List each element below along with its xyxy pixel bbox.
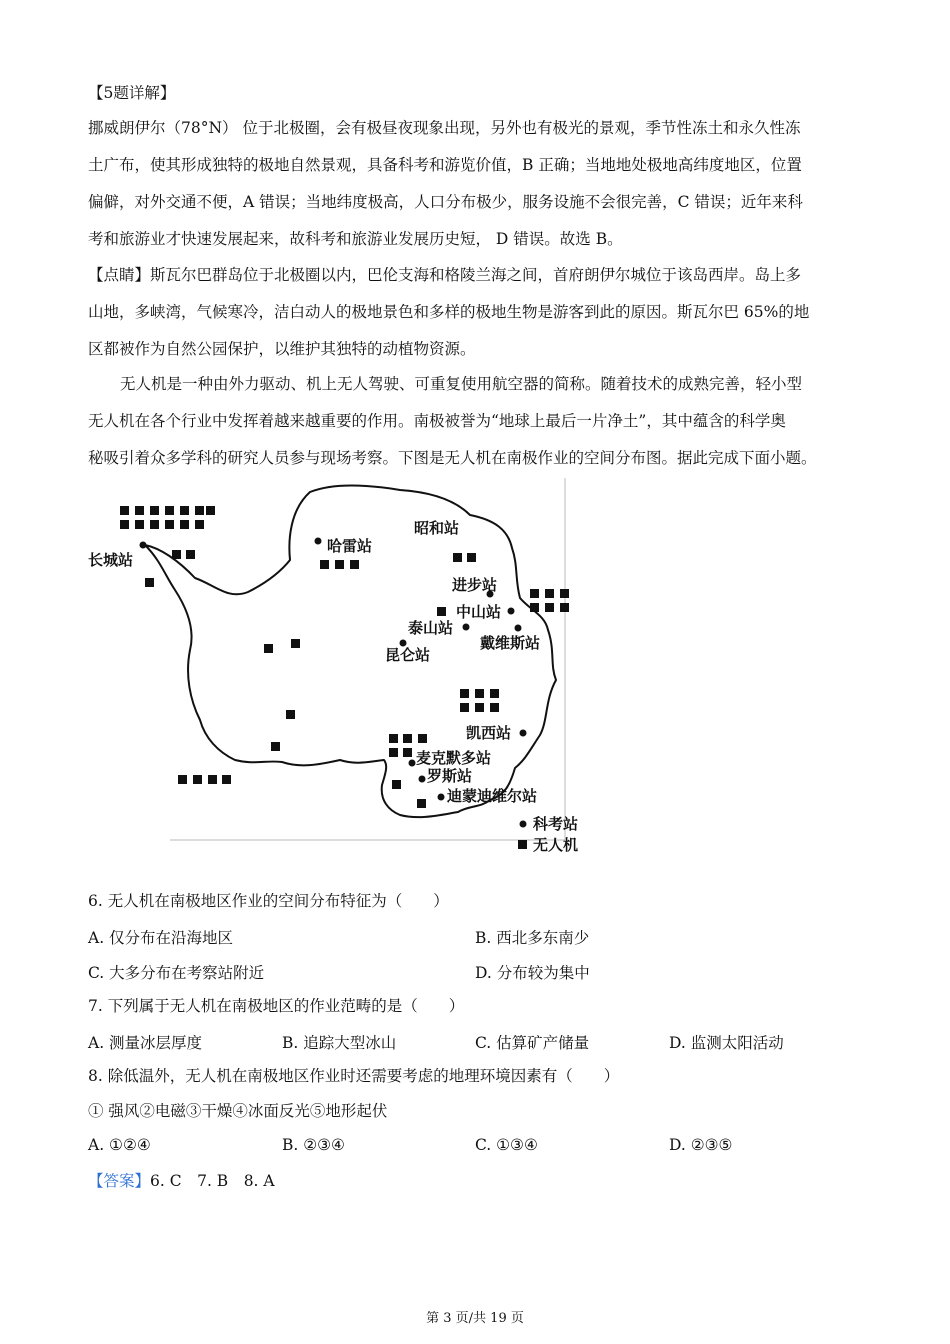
drone-marker	[320, 560, 329, 569]
drone-marker	[206, 506, 215, 515]
drone-marker	[178, 775, 187, 784]
drone-marker	[490, 703, 499, 712]
drone-marker	[195, 520, 204, 529]
drone-marker	[545, 603, 554, 612]
label-kaixi: 凯西站	[466, 724, 512, 742]
q7-option-c: C. 估算矿产储量	[475, 1034, 590, 1052]
drone-marker	[389, 748, 398, 757]
q6-option-d: D. 分布较为集中	[475, 964, 590, 982]
drone-marker	[208, 775, 217, 784]
drone-marker	[271, 742, 280, 751]
drone-marker	[193, 775, 202, 784]
q7-option-d: D. 监测太阳活动	[669, 1034, 784, 1052]
station-dot-luosi	[419, 776, 426, 783]
label-luosi: 罗斯站	[427, 767, 473, 785]
q8-option-a: A. ①②④	[88, 1136, 151, 1154]
station-dot-maikemoduo	[409, 760, 416, 767]
drone-marker	[403, 734, 412, 743]
drone-marker	[475, 703, 484, 712]
drone-marker	[135, 520, 144, 529]
drone-marker	[467, 553, 476, 562]
station-dot-zhongshan	[508, 608, 515, 615]
q7-option-a: A. 测量冰层厚度	[88, 1034, 203, 1052]
q8-option-b: B. ②③④	[282, 1136, 345, 1154]
q6-option-b: B. 西北多东南少	[475, 929, 590, 947]
section5-line-1: 挪威朗伊尔（78°N） 位于北极圈，会有极昼夜现象出现，另外也有极光的景观，季节性冻土和永久性冻	[88, 119, 801, 137]
drone-marker	[418, 734, 427, 743]
drone-marker	[530, 603, 539, 612]
q6-option-a: A. 仅分布在沿海地区	[88, 929, 234, 947]
drone-marker	[180, 520, 189, 529]
legend-drone-label: 无人机	[533, 836, 579, 854]
label-taishan: 泰山站	[408, 619, 454, 637]
drone-marker	[165, 520, 174, 529]
page-footer: 第 3 页/共 19 页	[426, 1311, 524, 1326]
station-dot-kaixi	[520, 730, 527, 737]
question-8-sub: ① 强风②电磁③干燥④冰面反光⑤地形起伏	[88, 1102, 388, 1120]
drone-marker	[460, 689, 469, 698]
station-dot-dimeng	[438, 794, 445, 801]
drone-marker	[530, 589, 539, 598]
dianjing-line-2: 山地，多峡湾，气候寒冷，洁白动人的极地景色和多样的极地生物是游客到此的原因。斯瓦尔巴 65%的地	[88, 303, 810, 321]
legend-station-dot	[520, 821, 527, 828]
drone-marker	[222, 775, 231, 784]
drone-marker	[150, 506, 159, 515]
section5-line-3: 偏僻，对外交通不便，A 错误；当地纬度极高，人口分布极少，服务设施不会很完善，C 错误；近年来科	[88, 193, 803, 211]
station-dot-changcheng	[140, 542, 147, 549]
drone-marker	[291, 639, 300, 648]
legend-station-label: 科考站	[533, 815, 579, 833]
drone-marker	[264, 644, 273, 653]
question-7-stem: 7. 下列属于无人机在南极地区的作业范畴的是（ ）	[88, 997, 465, 1015]
drone-marker	[120, 506, 129, 515]
section5-line-2: 土广布，使其形成独特的极地自然景观，具备科考和游览价值，B 正确；当地地处极地高纬度地区，位置	[88, 156, 802, 174]
drone-marker	[389, 734, 398, 743]
drone-marker	[120, 520, 129, 529]
question-8-stem: 8. 除低温外，无人机在南极地区作业时还需要考虑的地理环境因素有（ ）	[88, 1067, 620, 1085]
section5-heading: 【5题详解】	[88, 84, 176, 102]
station-dot-halei	[315, 538, 322, 545]
drone-marker	[460, 703, 469, 712]
q8-option-c: C. ①③④	[475, 1136, 538, 1154]
answer-text: 6. C 7. B 8. A	[150, 1172, 275, 1190]
label-dimeng: 迪蒙迪维尔站	[447, 787, 538, 805]
drone-marker	[545, 589, 554, 598]
drone-marker	[490, 689, 499, 698]
drone-marker	[165, 506, 174, 515]
antarctica-drone-map	[0, 470, 950, 870]
drone-marker	[350, 560, 359, 569]
label-daiweisi: 戴维斯站	[480, 634, 541, 652]
question-6-stem: 6. 无人机在南极地区作业的空间分布特征为（ ）	[88, 892, 449, 910]
drone-marker	[403, 748, 412, 757]
drone-marker	[172, 550, 181, 559]
label-jinbu: 进步站	[452, 576, 498, 594]
q6-option-c: C. 大多分布在考察站附近	[88, 964, 265, 982]
drone-marker	[135, 506, 144, 515]
dianjing-line-3: 区都被作为自然公园保护，以维护其独特的动植物资源。	[88, 340, 476, 358]
drone-marker	[560, 603, 569, 612]
answer-line	[88, 1171, 275, 1191]
station-dot-taishan	[463, 624, 470, 631]
intro-line-3: 秘吸引着众多学科的研究人员参与现场考察。下图是无人机在南极作业的空间分布图。据此完成下面小题。	[88, 449, 817, 467]
drone-marker	[150, 520, 159, 529]
drone-marker	[195, 506, 204, 515]
q8-option-d: D. ②③⑤	[669, 1136, 733, 1154]
drone-marker	[145, 578, 154, 587]
drone-marker	[453, 553, 462, 562]
intro-line-1: 无人机是一种由外力驱动、机上无人驾驶、可重复使用航空器的简称。随着技术的成熟完善，轻小型	[120, 375, 803, 393]
drone-marker	[335, 560, 344, 569]
label-zhongshan: 中山站	[456, 603, 502, 621]
label-changcheng: 长城站	[88, 551, 134, 569]
drone-marker	[560, 589, 569, 598]
answer-tag: 【答案】	[88, 1172, 151, 1190]
drone-marker	[417, 799, 426, 808]
dianjing-line-1: 【点睛】斯瓦尔巴群岛位于北极圈以内，巴伦支海和格陵兰海之间，首府朗伊尔城位于该岛西岸。岛上多	[88, 266, 802, 284]
drone-marker	[475, 689, 484, 698]
label-halei: 哈雷站	[327, 537, 373, 555]
label-maikemoduo: 麦克默多站	[416, 749, 492, 767]
label-zhaohe: 昭和站	[414, 519, 460, 537]
drone-marker	[437, 607, 446, 616]
drone-marker	[180, 506, 189, 515]
label-kunlun: 昆仑站	[385, 646, 431, 664]
drone-marker	[186, 550, 195, 559]
station-dot-daiweisi	[515, 625, 522, 632]
intro-line-2: 无人机在各个行业中发挥着越来越重要的作用。南极被誉为“地球上最后一片净土”，其中蕴含的科学奥	[88, 412, 786, 430]
q7-option-b: B. 追踪大型冰山	[282, 1034, 397, 1052]
drone-marker	[286, 710, 295, 719]
legend-drone-square	[518, 840, 527, 849]
section5-line-4: 考和旅游业才快速发展起来，故科考和旅游业发展历史短， D 错误。故选 B。	[88, 230, 623, 248]
drone-marker	[392, 780, 401, 789]
